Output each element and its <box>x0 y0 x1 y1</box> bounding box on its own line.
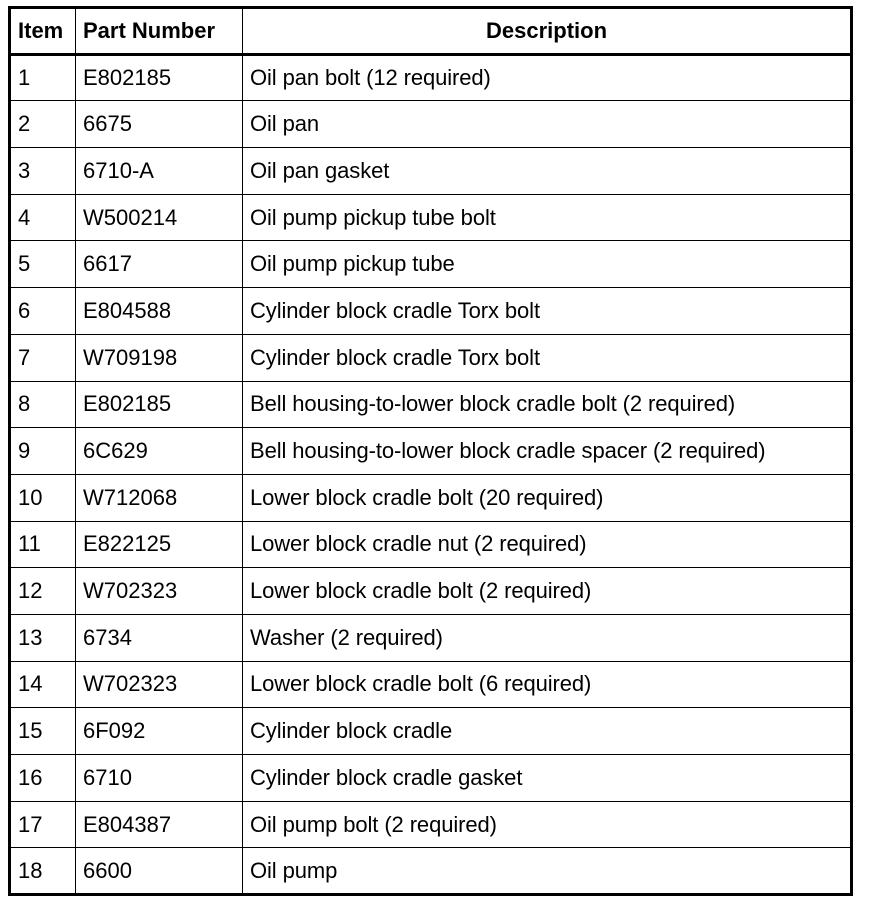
table-row <box>10 848 852 895</box>
cell-item: 11 <box>10 521 76 568</box>
table-row <box>10 614 852 661</box>
cell-description: Lower block cradle bolt (6 required) <box>243 661 852 708</box>
cell-item: 16 <box>10 755 76 802</box>
cell-item: 8 <box>10 381 76 428</box>
cell-part-number: E804588 <box>76 288 243 335</box>
cell-part-number: E804387 <box>76 801 243 848</box>
table-row <box>10 661 852 708</box>
table-row <box>10 334 852 381</box>
cell-item: 1 <box>10 54 76 101</box>
cell-part-number: 6710 <box>76 755 243 802</box>
cell-item: 7 <box>10 334 76 381</box>
parts-table <box>8 6 853 896</box>
cell-part-number: 6F092 <box>76 708 243 755</box>
table-header <box>10 8 852 55</box>
cell-description: Lower block cradle bolt (2 required) <box>243 568 852 615</box>
cell-description: Cylinder block cradle <box>243 708 852 755</box>
cell-part-number: W702323 <box>76 661 243 708</box>
table-body <box>10 54 852 894</box>
cell-item: 15 <box>10 708 76 755</box>
cell-part-number: W702323 <box>76 568 243 615</box>
table-row <box>10 288 852 335</box>
cell-item: 10 <box>10 474 76 521</box>
cell-description: Oil pan bolt (12 required) <box>243 54 852 101</box>
cell-description: Lower block cradle bolt (20 required) <box>243 474 852 521</box>
cell-description: Oil pump bolt (2 required) <box>243 801 852 848</box>
table-row <box>10 54 852 101</box>
cell-part-number: E822125 <box>76 521 243 568</box>
cell-description: Oil pan <box>243 101 852 148</box>
table-row <box>10 101 852 148</box>
cell-part-number: 6C629 <box>76 428 243 475</box>
table-row <box>10 568 852 615</box>
cell-part-number: E802185 <box>76 381 243 428</box>
header-item: Item <box>10 8 76 55</box>
table-row <box>10 381 852 428</box>
cell-description: Cylinder block cradle gasket <box>243 755 852 802</box>
cell-part-number: 6675 <box>76 101 243 148</box>
cell-part-number: W500214 <box>76 194 243 241</box>
cell-description: Oil pump pickup tube bolt <box>243 194 852 241</box>
cell-description: Bell housing-to-lower block cradle spacer (2 required) <box>243 428 852 475</box>
cell-item: 13 <box>10 614 76 661</box>
table-row <box>10 194 852 241</box>
table-row <box>10 708 852 755</box>
cell-part-number: W709198 <box>76 334 243 381</box>
cell-item: 3 <box>10 148 76 195</box>
table-row <box>10 801 852 848</box>
cell-description: Bell housing-to-lower block cradle bolt (2 required) <box>243 381 852 428</box>
cell-description: Oil pan gasket <box>243 148 852 195</box>
cell-part-number: 6600 <box>76 848 243 895</box>
cell-part-number: 6710-A <box>76 148 243 195</box>
cell-item: 6 <box>10 288 76 335</box>
cell-part-number: E802185 <box>76 54 243 101</box>
header-row <box>10 8 852 55</box>
cell-part-number: 6734 <box>76 614 243 661</box>
cell-item: 18 <box>10 848 76 895</box>
cell-item: 14 <box>10 661 76 708</box>
cell-item: 17 <box>10 801 76 848</box>
cell-description: Oil pump pickup tube <box>243 241 852 288</box>
cell-part-number: W712068 <box>76 474 243 521</box>
cell-description: Oil pump <box>243 848 852 895</box>
cell-item: 4 <box>10 194 76 241</box>
header-part-number: Part Number <box>76 8 243 55</box>
table-row <box>10 241 852 288</box>
cell-description: Cylinder block cradle Torx bolt <box>243 334 852 381</box>
table-row <box>10 755 852 802</box>
cell-description: Washer (2 required) <box>243 614 852 661</box>
table-row <box>10 474 852 521</box>
cell-description: Cylinder block cradle Torx bolt <box>243 288 852 335</box>
cell-item: 12 <box>10 568 76 615</box>
table-row <box>10 428 852 475</box>
cell-item: 2 <box>10 101 76 148</box>
cell-item: 9 <box>10 428 76 475</box>
cell-part-number: 6617 <box>76 241 243 288</box>
table-row <box>10 148 852 195</box>
cell-description: Lower block cradle nut (2 required) <box>243 521 852 568</box>
cell-item: 5 <box>10 241 76 288</box>
table-row <box>10 521 852 568</box>
header-description: Description <box>243 8 852 55</box>
